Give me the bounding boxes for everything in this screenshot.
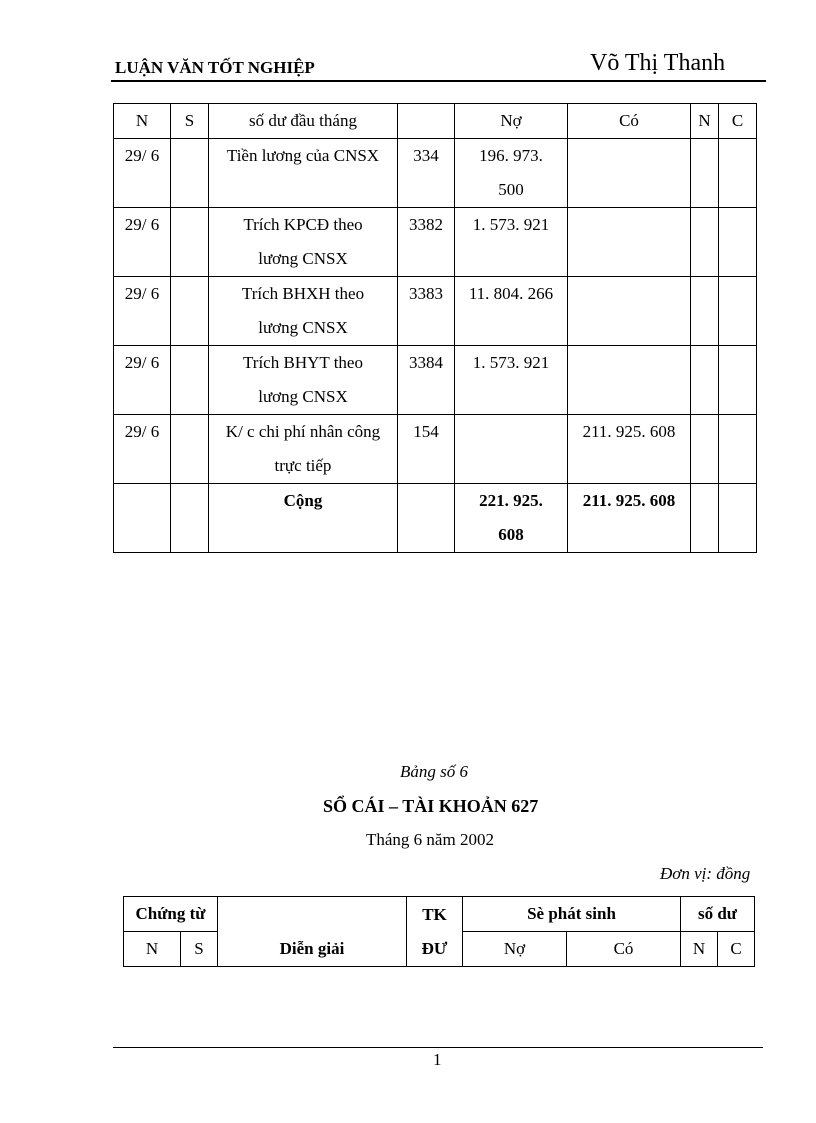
row-description-line: K/ c chi phí nhân công — [225, 422, 381, 441]
row-debit: 11. 804. 266 — [455, 277, 568, 346]
row-description-line: lương CNSX — [258, 249, 348, 268]
row-debit: 1. 573. 921 — [455, 208, 568, 277]
total-label — [209, 484, 398, 553]
row-description — [209, 346, 398, 415]
table-row — [114, 139, 757, 208]
header-balance: số dư — [681, 897, 755, 932]
subheader-balance-n: N — [681, 932, 718, 967]
row-description-line: lương CNSX — [258, 318, 348, 337]
row-date: 29/ 6 — [114, 139, 171, 208]
row-number — [171, 346, 209, 415]
header-movement: Sè phát sinh — [463, 897, 681, 932]
total-label-text: Cộng — [283, 491, 323, 510]
table-row — [114, 277, 757, 346]
header-cell-credit: Có — [568, 104, 691, 139]
row-balance-n — [691, 208, 719, 277]
row-credit — [568, 346, 691, 415]
page-number: 1 — [433, 1050, 442, 1069]
ledger-title: SỔ CÁI – TÀI KHOẢN 627 — [323, 796, 539, 816]
subheader-balance-c: C — [718, 932, 755, 967]
row-description-line: Trích BHYT theo — [243, 353, 363, 372]
row-account: 3384 — [398, 346, 455, 415]
row-balance-c — [719, 277, 757, 346]
row-description-line: Trích KPCĐ theo — [243, 215, 363, 234]
row-balance-n — [691, 346, 719, 415]
row-debit: 1. 573. 921 — [455, 346, 568, 415]
table-header-row — [124, 897, 755, 932]
row-balance-n — [691, 277, 719, 346]
row-balance-c — [719, 415, 757, 484]
total-balance-c — [719, 484, 757, 553]
ledger-period: Tháng 6 năm 2002 — [366, 830, 494, 849]
row-date: 29/ 6 — [114, 415, 171, 484]
table-row — [114, 346, 757, 415]
header-cell-n: N — [114, 104, 171, 139]
row-description-line: trực tiếp — [274, 456, 332, 475]
document-header-author: Võ Thị Thanh — [590, 50, 726, 76]
row-credit — [568, 139, 691, 208]
total-balance-n — [691, 484, 719, 553]
row-debit — [455, 139, 568, 208]
table-total-row — [114, 484, 757, 553]
total-number — [171, 484, 209, 553]
row-number — [171, 208, 209, 277]
row-description — [209, 277, 398, 346]
total-debit-line: 608 — [498, 525, 524, 544]
row-description-line: lương CNSX — [258, 387, 348, 406]
header-cell-s: S — [171, 104, 209, 139]
table-caption: Bảng số 6 — [400, 762, 468, 781]
footer-divider — [113, 1047, 763, 1048]
header-account — [407, 897, 463, 967]
row-balance-n — [691, 139, 719, 208]
row-account: 334 — [398, 139, 455, 208]
row-date: 29/ 6 — [114, 277, 171, 346]
row-balance-c — [719, 346, 757, 415]
row-description-line: Tiền lương của CNSX — [226, 146, 380, 165]
total-debit — [455, 484, 568, 553]
row-description — [209, 208, 398, 277]
row-date: 29/ 6 — [114, 208, 171, 277]
currency-unit: Đơn vị: đồng — [660, 864, 751, 883]
header-cell-balance-n: N — [691, 104, 719, 139]
row-account: 3382 — [398, 208, 455, 277]
subheader-n: N — [124, 932, 181, 967]
general-ledger-header-table — [123, 896, 755, 967]
header-cell-account — [398, 104, 455, 139]
row-debit-line: 196. 973. — [479, 146, 543, 165]
total-date — [114, 484, 171, 553]
row-date: 29/ 6 — [114, 346, 171, 415]
ledger-table-continued — [113, 103, 757, 553]
table-row — [114, 415, 757, 484]
row-balance-c — [719, 208, 757, 277]
row-credit: 211. 925. 608 — [568, 415, 691, 484]
row-description — [209, 139, 398, 208]
header-cell-balance-c: C — [719, 104, 757, 139]
document-header-title: LUẬN VĂN TỐT NGHIỆP — [115, 58, 315, 77]
row-number — [171, 139, 209, 208]
header-cell-description: số dư đầu tháng — [209, 104, 398, 139]
header-voucher: Chứng từ — [124, 897, 218, 932]
header-account-line: ĐƯ — [421, 938, 448, 958]
row-credit — [568, 208, 691, 277]
row-account: 154 — [398, 415, 455, 484]
row-description — [209, 415, 398, 484]
row-number — [171, 277, 209, 346]
header-cell-debit: Nợ — [455, 104, 568, 139]
row-debit-line: 500 — [498, 180, 524, 199]
row-balance-n — [691, 415, 719, 484]
total-debit-line: 221. 925. — [479, 491, 543, 510]
row-account: 3383 — [398, 277, 455, 346]
header-divider — [111, 80, 766, 82]
header-description: Diễn giải — [218, 897, 407, 967]
subheader-s: S — [181, 932, 218, 967]
total-account — [398, 484, 455, 553]
row-number — [171, 415, 209, 484]
row-debit — [455, 415, 568, 484]
subheader-debit: Nợ — [463, 932, 567, 967]
subheader-credit: Có — [567, 932, 681, 967]
row-balance-c — [719, 139, 757, 208]
total-credit: 211. 925. 608 — [568, 484, 691, 553]
table-row — [114, 208, 757, 277]
row-credit — [568, 277, 691, 346]
header-account-line: TK — [422, 904, 447, 924]
row-description-line: Trích BHXH theo — [241, 284, 365, 303]
table-header-row — [114, 104, 757, 139]
